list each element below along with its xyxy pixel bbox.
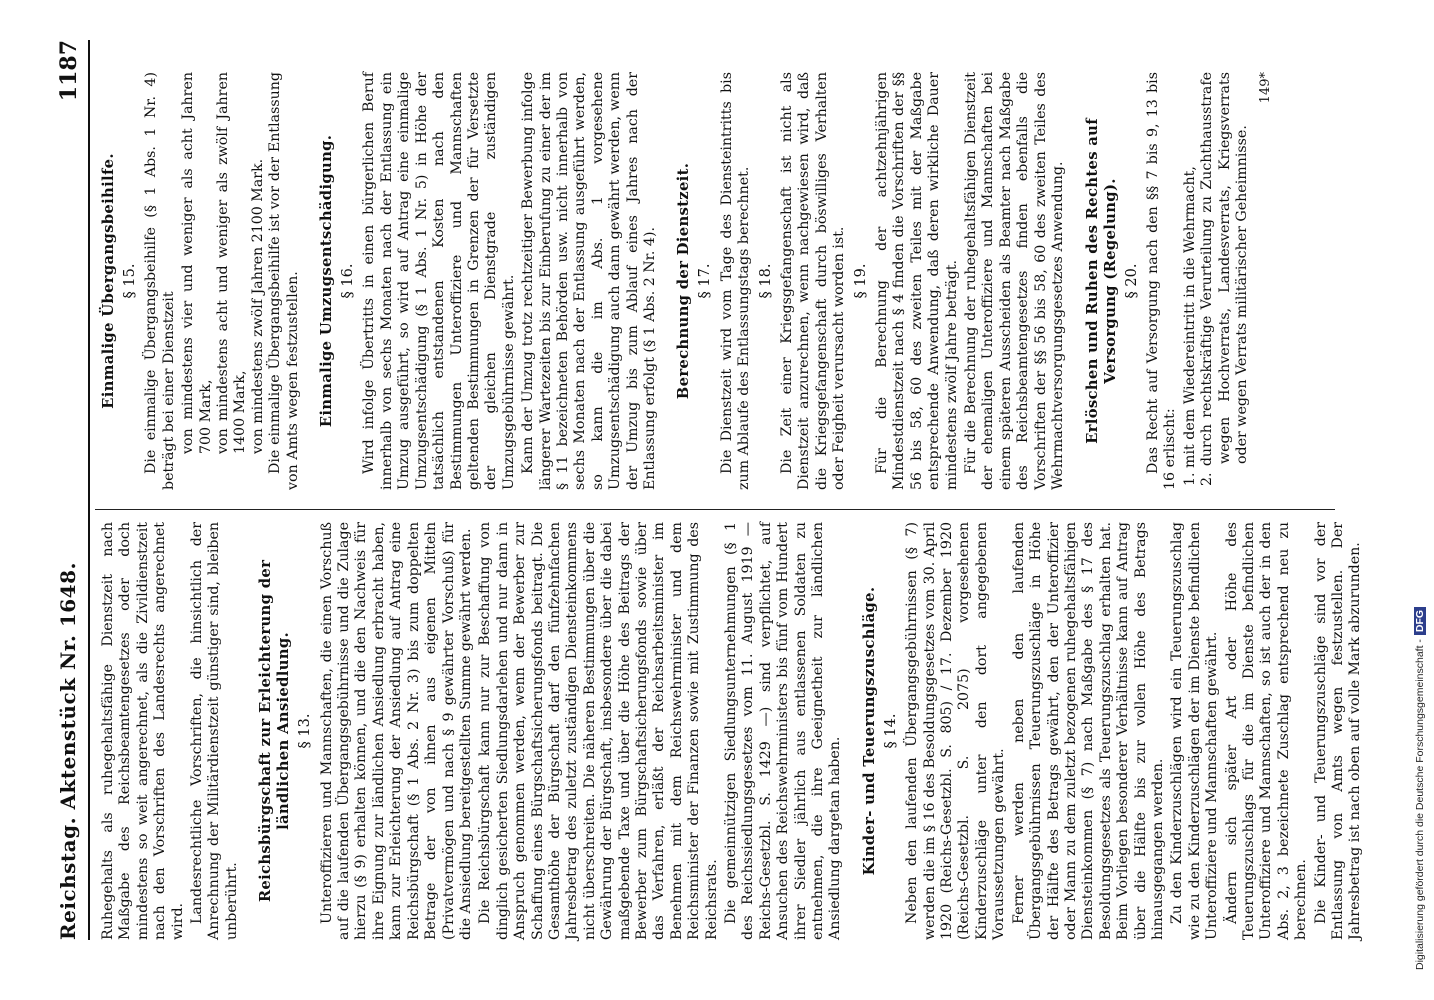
page-header (54, 40, 90, 940)
section-number: § 15. (122, 263, 138, 299)
dfg-logo: DFG (1414, 607, 1426, 635)
amount-list (180, 72, 267, 490)
section-heading: Erlöschen und Ruhen des Rechtes auf Versorgung (Regelung). (1083, 118, 1119, 444)
paragraph: Die Dienstzeit wird vom Tage des Diensteintritts bis zum Ablaufe des Entlassungstags berechnet. (718, 72, 753, 490)
paragraph: Das Recht auf Versorgung nach den §§ 7 bis 9, 13 bis 16 erlischt: (1144, 72, 1179, 490)
paragraph: Die Zeit einer Kriegsgefangenschaft ist nicht als Dienstzeit anzurechnen, wenn nachgewiesen wird, daß die Kriegsgefangenschaft durch böswilliges Verhalten oder Feigheit verursacht worden ist. (779, 72, 848, 490)
paragraph: Die Kinder- und Teuerungszuschläge sind vor der Entlassung von Amts wegen festzustellen. Der Jahresbetrag ist nach oben auf volle Mark abzurunden. (1312, 522, 1364, 940)
left-column (100, 522, 1367, 940)
section-heading: Berechnung der Dienstzeit. (675, 162, 693, 400)
section-number: § 19. (852, 263, 869, 299)
right-column (100, 72, 1275, 490)
list-item: von mindestens acht und weniger als zwölf Jahren 1400 Mark, (215, 72, 249, 454)
paragraph: Die einmalige Übergangsbeihilfe (§ 1 Abs. 1 Nr. 4) beträgt bei einer Dienstzeit (143, 72, 177, 490)
list-item: von mindestens vier und weniger als acht Jahren 700 Mark, (180, 72, 214, 454)
list-item: von mindestens zwölf Jahren 2100 Mark. (249, 158, 266, 454)
section-number: § 16. (340, 263, 357, 299)
signature-mark: 149* (1258, 72, 1274, 104)
paragraph: Unteroffizieren und Mannschaften, die einen Vorschuß auf die laufenden Übergangsgebührnisse und die Zulage hierzu (§ 9) erhalten können, und die den Nachweis für ihre Eignung zur ländlichen Ansiedlung erbracht haben, kann zur Erleichterung der Ansiedlung auf Antrag eine Reichsbürgschaft (§ 1 Abs. 2 Nr. 3) bis zum doppelten Betrage der von ihnen aus eigenen Mitteln (Privatvermögen und nach § 9 gewährter Vorschuß) für die Ansiedlung bereitgestellten Summe gewährt werden. (318, 522, 474, 940)
section-number: § 20. (1123, 263, 1140, 299)
section-number: § 14. (882, 713, 899, 749)
paragraph: Ruhegehalts als ruhegehaltsfähige Dienstzeit nach Maßgabe des Reichsbeamtengesetzes oder doch mindestens so weit angerechnet, als die Zivildienstzeit nach den Vorschriften des Landesrechts angerechnet wird. (100, 522, 186, 940)
paragraph: Ändern sich später Art oder Höhe des Teuerungszuschlags für die im Dienste befindlichen Unteroffiziere und Mannschaften, so ist auch der in den Abs. 2, 3 bezeichnete Zuschlag entsprechend neu zu berechnen. (1223, 522, 1310, 940)
section-number: § 17. (697, 263, 714, 299)
page-number: 1187 (56, 40, 82, 102)
paragraph: Die einmalige Übergangsbeihilfe ist vor der Entlassung von Amts wegen festzustellen. (267, 72, 301, 490)
header-title: Reichstag. Aktenstück Nr. 1648. (56, 562, 80, 940)
paragraph: Ferner werden neben den laufenden Übergangsgebührnissen Teuerungszuschläge in Höhe der Hälfte des Betrags gewährt, den der Unteroffizier oder Mann zu dem zuletzt bezogenen ruhegehaltsfähigen Diensteinkommen (§ 7) nach Maßgabe des § 17 des Besoldungsgesetzes als Teuerungszuschlag erhalten hat. Beim Vorliegen besonderer Verhältnisse kann auf Antrag über die Hälfte bis zur vollen Höhe des Betrags hinausgegangen werden. (1010, 522, 1166, 940)
paragraph: Landesrechtliche Vorschriften, die hinsichtlich der Anrechnung der Militärdienstzeit günstiger sind, bleiben unberührt. (189, 522, 240, 940)
column-divider (95, 509, 1335, 510)
list-item: 1. mit dem Wiedereintritt in die Wehrmacht, (1181, 166, 1198, 486)
paragraph: Kann der Umzug trotz rechtzeitiger Bewerbung infolge längerer Wartezeiten bis zur Einberufung zu einer der im § 11 bezeichneten Behörden usw. nicht innerhalb von sechs Monaten nach der Entlassung ausgeführt werden, so kann die im Abs. 1 vorgesehene Umzugsentschädigung auch dann gewährt werden, wenn der Umzug bis zum Ablauf eines Jahres nach der Entlassung erfolgt (§ 1 Abs. 2 Nr. 4). (520, 72, 658, 490)
section-heading: Einmalige Übergangsbeihilfe. (100, 153, 117, 409)
numbered-list (1182, 72, 1252, 490)
section-number: § 18. (757, 263, 774, 299)
paragraph: Für die Berechnung der achtzehnjährigen Mindestdienstzeit nach § 4 finden die Vorschriften der §§ 56 bis 58, 60 des zweiten Teiles mit der Maßgabe entsprechende Anwendung, daß deren wirkliche Dauer mindestens zwölf Jahre beträgt. (874, 72, 960, 490)
paragraph: Neben den laufenden Übergangsgebührnissen (§ 7) werden die im § 16 des Besoldungsgesetzes vom 30. April 1920 (Reichs-Gesetzbl. S. 805) / 17. Dezember 1920 (Reichs-Gesetzbl. S. 2075) vorgesehenen Kinderzuschläge unter den dort angegebenen Voraussetzungen gewährt. (904, 522, 1008, 940)
paragraph: Für die Berechnung der ruhegehaltsfähigen Dienstzeit der ehemaligen Unteroffiziere und Mannschaften bei einem späteren Ausscheiden als Beamter nach Maßgabe des Reichsbeamtengesetzes finden ebenfalls die Vorschriften der §§ 56 bis 58, 60 des zweiten Teiles des Wehrmachtversorgungsgesetzes Anwendung. (963, 72, 1067, 490)
paragraph: Wird infolge Übertritts in einen bürgerlichen Beruf innerhalb von sechs Monaten nach der Entlassung ein Umzug ausgeführt, so wird auf Antrag eine einmalige Umzugsentschädigung (§ 1 Abs. 1 Nr. 5) in Höhe der tatsächlich entstandenen Kosten nach den Bestimmungen Unteroffiziere und Mannschaften geltenden Bestimmungen in Grenzen der für Versetzte der gleichen Dienstgrade zuständigen Umzugsgebührnisse gewährt. (361, 72, 517, 490)
digitization-note (1414, 10, 1428, 990)
paragraph: Die gemeinnützigen Siedlungsunternehmungen (§ 1 des Reichssiedlungsgesetzes vom 11. August 1919 — Reichs-Gesetzbl. S. 1429 —) sind verpflichtet, auf Ansuchen des Reichswehrministers bis fünf vom Hundert ihrer Siedler jährlich aus entlassenen Soldaten zu entnehmen, die ihre Geeignetheit zur ländlichen Ansiedlung dargetan haben. (723, 522, 844, 940)
section-heading: Kinder- und Teuerungszuschläge. (860, 586, 878, 876)
paragraph: Zu den Kinderzuschlägen wird ein Teuerungszuschlag wie zu den Kinderzuschlägen der im Dienste befindlichen Unteroffiziere und Mannschaften gewährt. (1169, 522, 1221, 940)
section-heading: Reichsbürgschaft zur Erleichterung der ländlichen Ansiedlung. (257, 559, 293, 903)
section-heading: Einmalige Umzugsentschädigung. (318, 134, 336, 428)
paragraph: Die Reichsbürgschaft kann nur zur Beschaffung von dinglich gesicherten Siedlungsdarlehen und nur dann in Anspruch genommen werden, wenn der Bewerber zur Schaffung eines Bürgschaftsicherungsfonds beitragt. Die Gesamthöhe der Bürgschaft darf den fünfzehnfachen Jahresbetrag des zuletzt zuständigen Diensteinkommens nicht überschreiten. Die näheren Bestimmungen über die Gewährung der Bürgschaft, insbesondere über die dabei maßgebende Taxe und über die Höhe des Beitrags der Bewerber zum Bürgschaftsicherungsfonds sowie über das Verfahren, erläßt der Reichsarbeitsminister im Benehmen mit dem Reichswehrminister und dem Reichsminister der Finanzen sowie mit Zustimmung des Reichsrats. (477, 522, 720, 940)
section-number: § 13. (297, 713, 314, 749)
list-item: 2. durch rechtskräftige Verurteilung zu Zuchthausstrafe wegen Hochverrats, Landesverrats, Kriegsverrats oder wegen Verrats militärischer Geheimnisse. (1199, 72, 1250, 486)
digitization-text: Digitalisierung gefördert durch die Deutsche Forschungsgemeinschaft - (1414, 639, 1426, 970)
